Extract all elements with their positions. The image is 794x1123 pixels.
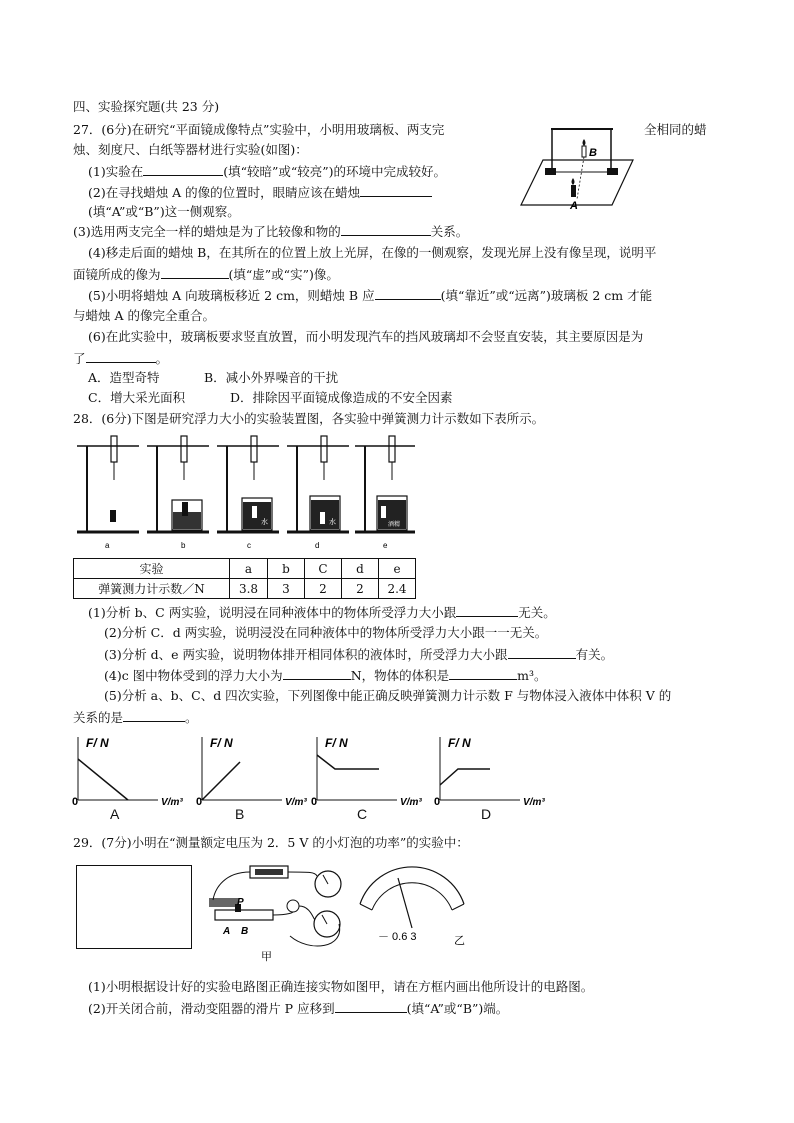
graph-b xyxy=(196,733,321,825)
svg-text:B: B xyxy=(241,926,249,937)
graph-a xyxy=(72,733,197,825)
svg-text:酒精: 酒精 xyxy=(388,522,401,528)
q27-option-d: D．排除因平面镜成像造成的不安全因素 xyxy=(230,390,453,405)
svg-text:P: P xyxy=(237,897,244,908)
answer-blank[interactable] xyxy=(143,163,223,176)
q27-part2: (2)在寻找蜡烛 A 的像的位置时，眼睛应该在蜡烛 xyxy=(88,184,432,201)
q27-part5: (5)小明将蜡烛 A 向玻璃板移近 2 cm，则蜡烛 B 应 (填“靠近”或“远离”)玻璃板 2 cm 才能 xyxy=(88,288,653,303)
fig-label-c: c xyxy=(247,541,251,550)
svg-text:V/m³: V/m³ xyxy=(523,797,545,808)
q28-stem: 28．(6分)下图是研究浮力大小的实验装置图，各实验中弹簧测力计示数如下表所示。 xyxy=(73,411,545,426)
table-cell: 2 xyxy=(305,579,342,599)
circuit-diagram-box[interactable] xyxy=(76,865,192,949)
fig-label-b: b xyxy=(181,541,186,550)
spring-scale-table xyxy=(73,558,416,599)
q29-stem: 29．(7分)小明在“测量额定电压为 2．5 V 的小灯泡的功率”的实验中： xyxy=(73,835,469,850)
table-cell: 2.4 xyxy=(379,579,416,599)
svg-text:水: 水 xyxy=(329,519,336,526)
svg-text:F/ N: F/ N xyxy=(325,736,348,750)
table-header: a xyxy=(230,559,268,579)
svg-text:F/ N: F/ N xyxy=(448,736,471,750)
q28-part1: (1)分析 b、C 两实验，说明浸在同种液体中的物体所受浮力大小跟 无关。 xyxy=(88,605,556,620)
q27-part5-cont: 与蜡烛 A 的像完全重合。 xyxy=(73,308,215,323)
table-header: 实验 xyxy=(74,559,230,579)
answer-blank[interactable] xyxy=(456,604,518,617)
q27-part6-cont: 了 。 xyxy=(73,351,169,366)
svg-text:A: A xyxy=(223,926,231,937)
q27-part6: (6)在此实验中，玻璃板要求竖直放置，而小明发现汽车的挡风玻璃却不会竖直安装，其主要原因是为 xyxy=(88,329,644,344)
table-header: b xyxy=(268,559,305,579)
q27-option-a: A．造型奇特 xyxy=(88,370,160,385)
q28-part5: (5)分析 a、b、C、d 四次实验，下列图像中能正确反映弹簧测力计示数 F 与物体浸入液体中体积 V 的 xyxy=(104,688,672,703)
answer-blank[interactable] xyxy=(508,646,576,659)
answer-blank[interactable] xyxy=(283,667,351,680)
graph-caption-c: C xyxy=(357,806,368,822)
graph-caption-d: D xyxy=(481,806,492,822)
table-cell: 2 xyxy=(342,579,379,599)
svg-text:0: 0 xyxy=(434,796,441,808)
table-row-label: 弹簧测力计示数／N xyxy=(74,579,230,599)
table-row xyxy=(74,579,416,599)
svg-text:F/ N: F/ N xyxy=(86,736,109,750)
candle-b-label: B xyxy=(589,147,597,159)
answer-blank[interactable] xyxy=(360,184,432,197)
answer-blank[interactable] xyxy=(375,287,441,300)
q27-option-b: B．减小外界噪音的干扰 xyxy=(204,370,339,385)
q28-part5-cont: 关系的是 。 xyxy=(73,710,198,725)
section-title: 四、实验探究题(共 23 分) xyxy=(73,99,220,114)
answer-blank[interactable] xyxy=(335,1000,407,1013)
q28-part2: (2)分析 C．d 两实验，说明浸没在同种液体中的物体所受浮力大小跟一一无关。 xyxy=(104,625,548,640)
svg-text:0: 0 xyxy=(72,796,79,808)
graph-d xyxy=(434,733,559,825)
q29-part1: (1)小明根据设计好的实验电路图正确连接实物如图甲，请在方框内画出他所设计的电路图。 xyxy=(88,979,594,994)
candle-a-label: A xyxy=(570,200,578,212)
q27-part1: (1)实验在 (填“较暗”或“较亮”)的环境中完成较好。 xyxy=(88,164,447,179)
q27-stem: 27．(6分)在研究“平面镜成像特点”实验中，小明用玻璃板、两支完 xyxy=(73,122,445,137)
graph-caption-b: B xyxy=(235,806,245,822)
fig-label-e: e xyxy=(383,541,388,550)
answer-blank[interactable] xyxy=(449,667,517,680)
fig-label-d: d xyxy=(315,541,320,550)
answer-blank[interactable] xyxy=(161,266,229,279)
fig-label-yi: 乙 xyxy=(454,935,465,947)
table-row xyxy=(74,559,416,579)
answer-blank[interactable] xyxy=(341,223,431,236)
svg-text:0: 0 xyxy=(196,796,203,808)
q28-part4: (4)c 图中物体受到的浮力大小为 N，物体的体积是 m³。 xyxy=(104,668,547,683)
q28-part3: (3)分析 d、e 两实验，说明物体排开相同体积的液体时，所受浮力大小跟 有关。 xyxy=(104,647,614,662)
answer-blank[interactable] xyxy=(86,350,156,363)
q27-part3: (3)选用两支完全一样的蜡烛是为了比较像和物的 关系。 xyxy=(73,224,469,239)
mirror-experiment-figure xyxy=(519,127,634,213)
graph-caption-a: A xyxy=(110,806,120,822)
table-cell: 3 xyxy=(268,579,305,599)
fig-label-a: a xyxy=(105,541,110,550)
meter-scale: － 0.6 3 xyxy=(378,931,417,943)
svg-text:V/m³: V/m³ xyxy=(400,797,422,808)
q27-part4: (4)移走后面的蜡烛 B，在其所在的位置上放上光屏，在像的一侧观察，发现光屏上没有像呈现，说明平 xyxy=(88,245,657,260)
answer-blank[interactable] xyxy=(123,709,185,722)
graph-c xyxy=(311,733,436,825)
table-header: C xyxy=(305,559,342,579)
svg-text:V/m³: V/m³ xyxy=(161,797,183,808)
fig-label-jia: 甲 xyxy=(261,951,272,963)
svg-text:V/m³: V/m³ xyxy=(285,797,307,808)
q29-part2: (2)开关闭合前，滑动变阻器的滑片 P 应移到 (填“A”或“B”)端。 xyxy=(88,1001,509,1016)
table-header: d xyxy=(342,559,379,579)
q27-part2-cont: (填“A”或“B”)这一侧观察。 xyxy=(88,204,240,219)
buoyancy-experiment-figure xyxy=(75,432,415,552)
table-cell: 3.8 xyxy=(230,579,268,599)
q27-option-c: C．增大采光面积 xyxy=(88,390,186,405)
svg-text:0: 0 xyxy=(311,796,318,808)
svg-text:F/ N: F/ N xyxy=(210,736,233,750)
ammeter-dial-figure xyxy=(356,858,471,958)
q27-stem-cont: 烛、刻度尺、白纸等器材进行实验(如图)： xyxy=(73,142,308,157)
q27-stem-tail: 全相同的蜡 xyxy=(644,122,707,137)
svg-text:水: 水 xyxy=(261,519,268,526)
table-header: e xyxy=(379,559,416,579)
q27-part4-cont: 面镜所成的像为 (填“虚”或“实”)像。 xyxy=(73,267,339,282)
